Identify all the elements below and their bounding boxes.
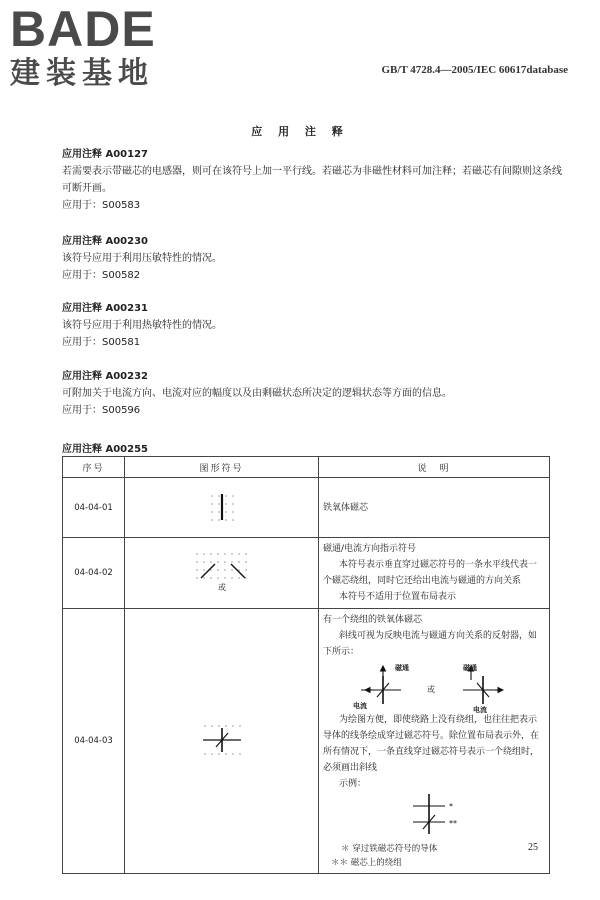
desc-line: 本符号表示垂直穿过磁芯符号的一条水平线代表一个磁芯绕组，同时它还给出电流与磁通的方向关系 (323, 560, 538, 586)
symbol-cell (125, 538, 319, 609)
svg-text:*: * (449, 802, 453, 811)
desc-line: 斜线可视为反映电流与磁通方向关系的反射器，如下所示： (323, 631, 538, 657)
note-body: 若需要表示带磁芯的电感器，则可在该符号上加一平行线。若磁芯为非磁性材料可加注释；若磁芯有间隙则这条线可断开画。 (62, 166, 562, 194)
note-a00232 (62, 368, 562, 419)
note-applies: 应用于：S00596 (62, 405, 141, 416)
svg-text:**: ** (449, 819, 457, 828)
or-label: 或 (427, 685, 435, 694)
note-body: 该符号应用于利用热敏特性的情况。 (62, 320, 222, 331)
note-a00127 (62, 146, 562, 214)
current-label-left: 电流 (353, 702, 367, 710)
standard-number: GB/T 4728.4—2005/IEC 60617database (381, 64, 568, 76)
flux-label-left: 磁通 (395, 664, 409, 672)
legend-line: ＊＊ 磁芯上的绕组 (331, 858, 402, 868)
note-heading: 应用注释 A00232 (62, 371, 149, 382)
row-description (319, 478, 550, 538)
desc-line: 为绘图方便，即使绕路上没有绕组，也往往把表示导体的线条绘成穿过磁芯符号。除位置布局表示外，在所有情况下，一条直线穿过磁芯符号表示一个绕组时，必须画出斜线 (323, 715, 540, 773)
flux-label-right: 磁通 (463, 664, 477, 672)
table-row (63, 478, 550, 538)
flux-current-symbol (125, 538, 319, 608)
note-body: 可附加关于电流方向、电流对应的幅度以及由剩磁状态所决定的逻辑状态等方面的信息。 (62, 388, 452, 399)
desc-line: 磁通/电流方向指示符号 (323, 544, 417, 554)
note-heading: 应用注释 A00231 (62, 303, 149, 314)
symbol-cell (125, 478, 319, 538)
note-heading: 应用注释 A00127 (62, 149, 149, 160)
note-a00231 (62, 300, 562, 351)
note-body: 该符号应用于利用压敏特性的情况。 (62, 253, 222, 264)
note-a00230 (62, 233, 562, 284)
symbol-cell (125, 609, 319, 874)
table-row (63, 609, 550, 874)
reflector-figure (323, 660, 545, 712)
symbol-table (62, 456, 550, 874)
section-title: 应 用 注 释 (251, 125, 349, 138)
row-description (319, 609, 550, 874)
table-row (63, 538, 550, 609)
logo-subtitle: 建装基地 (10, 56, 154, 91)
header-symbol: 图形符号 (125, 457, 319, 478)
logo-brand-text: BADE (10, 1, 156, 57)
desc-line: 本符号不适用于位置布局表示 (339, 592, 457, 602)
header-description: 说 明 (319, 457, 550, 478)
symbol-or-label: 或 (218, 583, 226, 592)
brand-logo (10, 1, 180, 92)
desc-line: 铁氧体磁芯 (323, 502, 369, 513)
row-code: 04-04-01 (63, 478, 125, 538)
row-description (319, 538, 550, 609)
table-caption: 应用注释 A00255 (62, 444, 149, 455)
example-symbol (323, 792, 543, 836)
note-applies: 应用于：S00581 (62, 337, 141, 348)
ferrite-core-symbol (125, 478, 319, 534)
table-header-row (63, 457, 550, 478)
desc-line: 示例： (339, 779, 367, 789)
desc-line: 有一个绕组的铁氧体磁芯 (323, 615, 423, 625)
header-number: 序号 (63, 457, 125, 478)
row-code: 04-04-02 (63, 538, 125, 609)
note-applies: 应用于：S00582 (62, 270, 141, 281)
legend-line: ＊ 穿过铁磁芯符号的导体 (341, 844, 438, 854)
note-applies: 应用于：S00583 (62, 200, 141, 211)
page-number: 25 (528, 842, 538, 853)
note-heading: 应用注释 A00230 (62, 236, 149, 247)
row-code: 04-04-03 (63, 609, 125, 874)
current-label-right: 电流 (473, 706, 487, 714)
ferrite-core-winding-symbol (125, 720, 319, 760)
